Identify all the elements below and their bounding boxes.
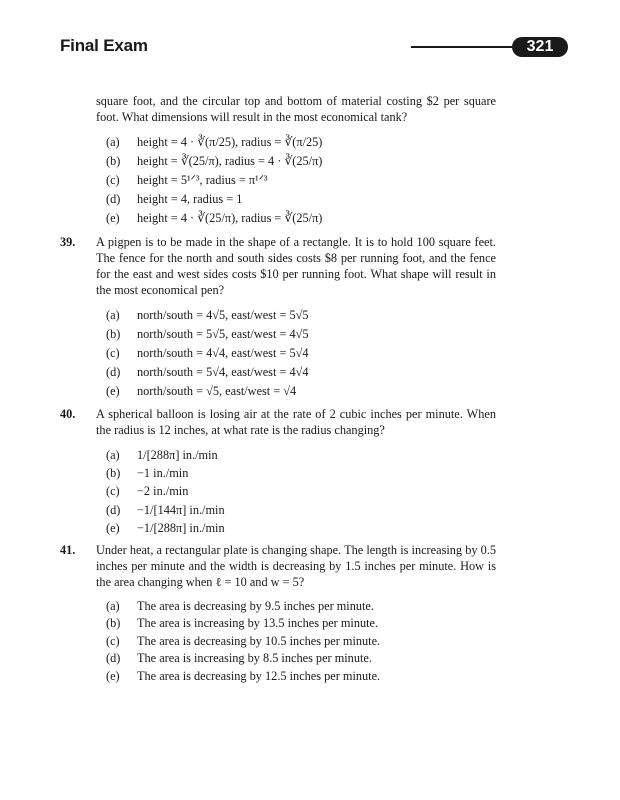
- option-letter: (a): [106, 448, 120, 462]
- option-letter: (d): [106, 502, 121, 517]
- option-text: height = ∛(25/π), radius = 4 · ∛(25/π): [137, 154, 323, 168]
- question-40: [60, 406, 496, 537]
- answer-option: [60, 482, 496, 500]
- answer-option: [60, 668, 496, 685]
- answer-option: [60, 501, 496, 519]
- option-text: −1 in./min: [137, 466, 189, 481]
- answer-option: [60, 325, 496, 344]
- option-text: north/south = 4√4, east/west = 5√4: [137, 346, 309, 360]
- answer-option: [60, 152, 496, 171]
- option-text: north/south = 4√5, east/west = 5√5: [137, 308, 309, 322]
- option-letter: (b): [106, 154, 121, 168]
- answer-option: [60, 171, 496, 190]
- answer-option: [60, 209, 496, 228]
- answer-options: [60, 306, 496, 401]
- option-letter: (a): [106, 598, 120, 613]
- option-letter: (b): [106, 616, 121, 631]
- answer-option: [60, 344, 496, 363]
- option-text: north/south = 5√4, east/west = 4√4: [137, 365, 309, 379]
- answer-option: [60, 133, 496, 152]
- answer-options: [60, 446, 496, 537]
- option-letter: (c): [106, 173, 120, 187]
- option-text: north/south = √5, east/west = √4: [137, 384, 297, 398]
- question-text: A pigpen is to be made in the shape of a rectangle. It is to hold 100 square feet. The fence for the north and south sides costs $8 per running foot, and the fence for the east and west sides costs $10 per running foot. What shape will result in the most economical pen?: [96, 235, 496, 297]
- option-text: height = 4 · ∛(π/25), radius = ∛(π/25): [137, 135, 323, 149]
- option-letter: (a): [106, 135, 120, 149]
- option-letter: (c): [106, 633, 120, 648]
- option-text: height = 4, radius = 1: [137, 192, 243, 206]
- option-text: The area is decreasing by 12.5 inches per minute.: [137, 668, 381, 683]
- option-text: The area is decreasing by 10.5 inches per minute.: [137, 633, 381, 648]
- page-number-badge: 321: [512, 37, 568, 57]
- option-letter: (c): [106, 484, 120, 499]
- option-letter: (e): [106, 211, 120, 225]
- option-text: north/south = 5√5, east/west = 4√5: [137, 327, 309, 341]
- answer-option: [60, 615, 496, 632]
- page-header: [0, 0, 620, 70]
- option-letter: (a): [106, 308, 120, 322]
- option-text: −1/[288π] in./min: [137, 520, 225, 535]
- question-39: [60, 234, 496, 401]
- option-text: The area is decreasing by 9.5 inches per minute.: [137, 598, 374, 613]
- answer-option: [60, 650, 496, 667]
- question-text: A spherical balloon is losing air at the rate of 2 cubic inches per minute. When the radius is 12 inches, at what rate is the radius changing?: [96, 407, 496, 437]
- answer-option: [60, 306, 496, 325]
- answer-option: [60, 519, 496, 537]
- option-text: The area is increasing by 13.5 inches per minute.: [137, 616, 379, 631]
- question-number: 40.: [60, 407, 76, 421]
- answer-option: [60, 446, 496, 464]
- option-text: −1/[144π] in./min: [137, 502, 225, 517]
- option-letter: (d): [106, 365, 121, 379]
- question-number: 39.: [60, 235, 76, 249]
- option-text: 1/[288π] in./min: [137, 448, 218, 462]
- option-text: height = 5¹ᐟ³, radius = π¹ᐟ³: [137, 173, 268, 187]
- option-text: The area is increasing by 8.5 inches per minute.: [137, 651, 372, 666]
- option-letter: (e): [106, 520, 120, 535]
- answer-option: [60, 598, 496, 615]
- option-text: height = 4 · ∛(25/π), radius = ∛(25/π): [137, 211, 323, 225]
- option-letter: (e): [106, 384, 120, 398]
- exam-content: [60, 93, 496, 685]
- question-number: 41.: [60, 542, 76, 557]
- question-text: Under heat, a rectangular plate is changing shape. The length is increasing by 0.5 inches per minute and the width is decreasing by 1.5 inches per minute. How is the area changing when ℓ = 10 and w = 5?: [96, 542, 496, 589]
- question-text: square foot, and the circular top and bottom of material costing $2 per square foot. What dimensions will result in the most economical tank?: [96, 94, 496, 124]
- option-text: −2 in./min: [137, 484, 189, 499]
- option-letter: (d): [106, 192, 121, 206]
- question-41: [60, 542, 496, 685]
- answer-option: [60, 363, 496, 382]
- option-letter: (c): [106, 346, 120, 360]
- option-letter: (e): [106, 668, 120, 683]
- option-letter: (b): [106, 327, 121, 341]
- answer-option: [60, 190, 496, 209]
- answer-option: [60, 633, 496, 650]
- question-38-continued: [60, 93, 496, 228]
- page-title: Final Exam: [60, 36, 148, 55]
- option-letter: (b): [106, 466, 121, 481]
- answer-options: [60, 133, 496, 228]
- header-rule: [411, 46, 521, 48]
- answer-option: [60, 382, 496, 401]
- answer-options: [60, 598, 496, 685]
- answer-option: [60, 464, 496, 482]
- option-letter: (d): [106, 651, 121, 666]
